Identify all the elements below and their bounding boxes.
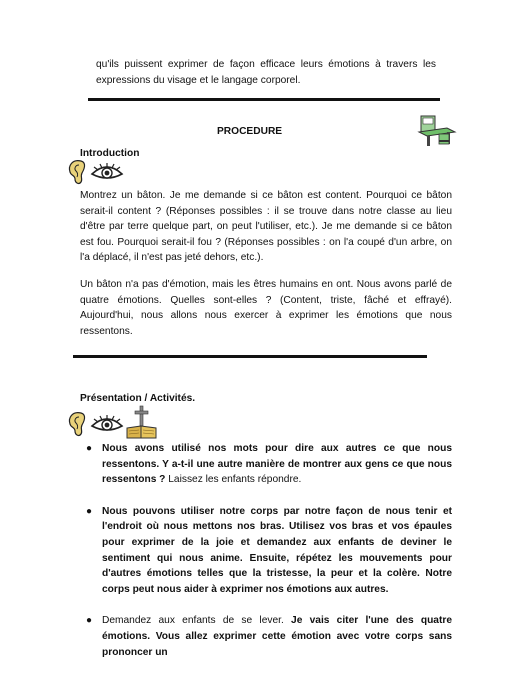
top-paragraph: qu'ils puissent exprimer de façon efficace leurs émotions à travers les expressions du visage et le langage corporel. <box>96 59 436 86</box>
activities-list <box>80 441 452 676</box>
bullet-normal-text: Laissez les enfants répondre. <box>165 474 302 486</box>
bullet-dot-icon: ● <box>86 505 93 517</box>
divider-top <box>88 98 440 101</box>
bullet-bold-text: Je vais citer l'une des quatre émotions. Vous allez exprimer cette émotion avec votre corps sans prononcer un <box>102 615 452 658</box>
bullet-dot-icon: ● <box>86 443 93 454</box>
list-item <box>80 504 452 598</box>
introduction-paragraph-1: Montrez un bâton. Je me demande si ce bâton est content. Pourquoi ce bâton serait-il content ? (Réponses possibles : il se trouve dans notre classe au lieu d'être par terre quelque part, on peut l'utiliser, etc.). Je me demande si ce bâton est fou. Pourquoi serait-il fou ? (Réponses possibles : on l'a coupé d'un arbre, on l'a déplacé, il n'est pas jeté dehors, etc.). <box>80 190 452 264</box>
ear-icon <box>66 410 88 438</box>
list-item <box>80 613 452 660</box>
eye-icon <box>90 414 124 434</box>
book-cross-icon <box>125 404 159 440</box>
bullet-bold-text: Nous avons utilisé nos mots pour dire aux autres ce que nous ressentons. Y a-t-il une autre manière de montrer aux gens ce que nous ressentons ? <box>102 443 452 486</box>
ear-icon <box>66 158 88 186</box>
divider-middle <box>73 355 427 358</box>
bullet-normal-text: Demandez aux enfants de se lever. <box>102 615 292 627</box>
bullet-dot-icon: ● <box>86 615 93 627</box>
procedure-heading: PROCEDURE <box>217 126 283 137</box>
desk-icon <box>417 114 457 148</box>
presentation-heading: Présentation / Activités. <box>80 393 196 404</box>
bullet-bold-text: Nous pouvons utiliser notre corps par notre façon de nous tenir et l'endroit où nous mettons nos bras. Utilisez vos bras et vos épaules pour exprimer de la joie et demandez aux enfants de deviner le sentiment qui nous anime. Ensuite, répétez les mouvements pour d'autres émotions telles que la tristesse, la peur et la colère. Notre corps peut nous aider à exprimer nos émotions aux autres. <box>102 505 452 595</box>
list-item <box>80 441 452 488</box>
eye-icon <box>90 162 124 182</box>
introduction-heading: Introduction <box>80 148 140 159</box>
introduction-paragraph-2: Un bâton n'a pas d'émotion, mais les êtres humains en ont. Nous avons parlé de quatre émotions. Quelles sont-elles ? (Content, triste, fâché et effrayé). Aujourd'hui, nous allons nous exercer à exprimer les émotions que nous ressentons. <box>80 279 452 337</box>
